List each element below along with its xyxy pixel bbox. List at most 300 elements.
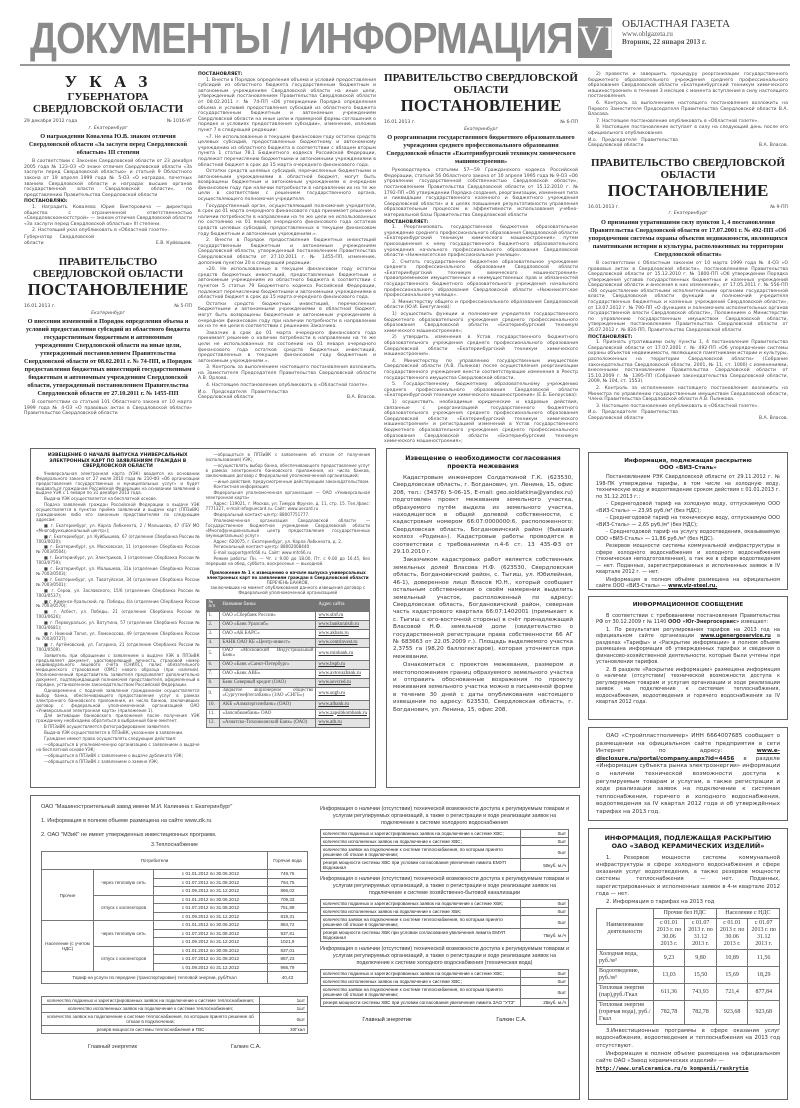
hot-water-tariff: 749,76 [267, 870, 307, 879]
paragraph: 4. Настоящее постановление опубликовать в «Областной газете». [206, 383, 369, 389]
request-label: количество поданных и зарегистрированных заявок на подключение к системе ХБК; [320, 900, 520, 908]
paragraph: 2. Внести в Порядок предоставления бюджетных инвестиций государственным бюджетным и автономным учреждениям Свердловской области, утвержденный постановлением Правительства Свердловской области от 27.10.2011 г. № 1455-ПП, изменение, дополнив пунктом 20 в следующей редакции: [198, 238, 376, 266]
banks-table [206, 599, 371, 728]
period: с 01.07.2012 по 31.08.2012 [154, 955, 268, 964]
post5-date: 16.01.2013 г. [24, 304, 56, 310]
ukaz-number: № 1016-УГ [166, 119, 192, 124]
ugen-site-link[interactable]: www.ugenergoservice.ru [700, 633, 771, 639]
paragraph: Информация в полном объёме размещена на официальном сайте ООО «ВИЗ-Сталь» — [596, 576, 780, 589]
paragraph: ■ г. Артёмовский, ул. Гагарина, 21 (отделение Сбербанка России № 7003/0509). [36, 641, 200, 652]
post9-title: О признании утратившими силу пунктов 1, 4 постановления Правительства Свердловской области от 17.07.2001 г. № 492-ПП «Об упорядочении системы охраны объектов недвижимости, являющихся памятниками истории и культуры, расположенных на территории Свердловской области» [588, 218, 788, 258]
table-row [206, 648, 370, 661]
bank-cell: БАНК ОАО КБ «Центр-инвест» [220, 639, 316, 648]
paragraph: 8. Настоящее постановление вступает в силу на следующий день после его официального опубликования. [588, 125, 788, 136]
table-row [597, 967, 780, 984]
hot-water-tariff: 837,01 [267, 946, 307, 955]
land-survey-notice [386, 448, 580, 788]
bank-site [316, 710, 370, 719]
bank-site [316, 661, 370, 670]
post6-number: № 6-ПП [560, 120, 578, 125]
paragraph: в разделе «Информация субъекта рынка электроэнергии» информации о наличии технической возможности доступа к регулируемым товарам и услугам, а также регистрации и ходе реализации заявок на подключение к системам теплоснабжения, горячего и холодного водоснабжения, водоотведения за IV квартал 2012 года и об утверждённых тарифах на 2013 год. [596, 755, 780, 815]
paragraph: В ППЗиВК осуществляется фотографирование заявителя. [44, 724, 171, 730]
period: с 01.09.2012 по 31.12.2012 [154, 963, 268, 972]
paragraph: ■ г. Екатеринбург, ул. Куйбышева, 67 (отделение Сбербанка России № 7003/0020); [36, 533, 200, 544]
tariff-value: 9,80 [685, 950, 717, 967]
sign-name: Галкин С.А. [230, 1044, 262, 1050]
paragraph: ■ г. Серов, ул. Заславского, 15/б (отделение Сбербанка России № 7003/0537); [36, 587, 200, 598]
water-blocks [320, 802, 569, 1050]
request-value: 0шт [521, 908, 569, 916]
table-row [597, 950, 780, 967]
request-label: количество заявок на подключение к системе теплоснабжения, по которым принято решение об отказе в подключении; [42, 1013, 260, 1026]
table-row [42, 997, 308, 1005]
section-title: ДОКУМЕНТЫ / ИНФОРМАЦИЯ [30, 14, 573, 63]
hot-water-tariff: 937,81 [267, 929, 307, 938]
bank-cell: 5. [206, 648, 220, 661]
bank-cell: ОАО «Банк АВБ» [220, 670, 316, 679]
period-header: с 01.01 2013 г. по 30.06 2013 г. [716, 919, 748, 950]
bank-cell: ОАО «Сбербанк России» [220, 612, 316, 621]
ukaz-date: 29 декабря 2012 года [24, 119, 78, 124]
ceramics-notice [588, 828, 788, 1100]
bank-site-link[interactable]: www.centrinvest.ru [318, 639, 358, 645]
supply-type: отпуск с коллекторов [94, 895, 154, 921]
table-row [42, 1013, 308, 1026]
period-header: с 01.07 2013 г. по 31.12 2013 г. [748, 919, 780, 950]
column-header: Горячая вода [267, 852, 307, 870]
tariff-value: 10,89 [716, 950, 748, 967]
post6-city: Екатеринбург [464, 126, 498, 132]
paragraph: - Среднегодовой тариф на техническую воду, отпускаемую ООО «ВИЗ-Сталь» — 2,65 руб./м³ (без НДС); [596, 515, 780, 528]
ukaz-heading: У К А З [64, 72, 152, 91]
request-value: 30Гкал [259, 1026, 307, 1034]
bank-site-link[interactable]: www.sevcred.ru [318, 679, 351, 685]
request-label: количество исполненных заявок на подключение к системе теплоснабжения; [42, 1005, 260, 1013]
table-row [320, 908, 568, 916]
activity-name: Водоотведение, руб./м³ [597, 967, 654, 984]
request-label: резерв мощности системы ХВС при условии согласования увеличения лимита ЗАО "УТЗ" [320, 999, 520, 1007]
paragraph: 1) осуществить функции и полномочия учредителя государственного бюджетного образовательного учреждения среднего профессионального образования Свердловской области «Екатеринбургский техникум химического машиностроения»; [384, 312, 578, 334]
post6-date: 16.01.2013 г. [384, 120, 416, 125]
water-requests-table [320, 829, 569, 872]
table-row [206, 661, 370, 670]
paragraph: Ознакомиться с проектом межевания, размером и местоположением границ образуемого земельного участка и отправить обоснованные возражения по проекту межевания земельного участка можно в письменной форме в течение 30 дней с даты опубликования настоящего извещения по адресу: 623530, Свердловская область, г. Богданович, ул. Ленина, 15, офис 208. [393, 662, 573, 713]
post6-decree: ПОСТАНОВЛЯЕТ: [384, 219, 429, 225]
paragraph: ■ г. Каменск-Уральский, пр. Победы, 4/а (отделение Сбербанка России № 7003/0570); [36, 598, 200, 609]
bank-site-link[interactable]: www.zapsibkombank.ru [318, 710, 367, 716]
request-value: 0шт [521, 916, 569, 929]
request-label: количество исполненных заявок на подключение к системе ХВС; [320, 978, 520, 986]
table-row [320, 970, 568, 978]
bank-site-link[interactable]: www.bankuralsib.ru [318, 621, 359, 627]
ceramics-site-link[interactable]: http://www.uralceramica.ru/o_kompanii/raskrytie [596, 1066, 749, 1073]
heat-tariff-table [41, 851, 308, 984]
consumer-group: Прочие [42, 870, 94, 921]
bank-site [316, 621, 370, 630]
request-label: количество поданных и зарегистрированных заявок на подключение к системе ХВС; [320, 970, 520, 978]
bank-cell: 4. [206, 639, 220, 648]
bank-cell: 3. [206, 630, 220, 639]
ugenergo-notice [588, 596, 788, 720]
paragraph: 7. Настоящее постановление опубликовать в «Областной газете». [596, 118, 759, 124]
paragraph: Региональный контакт-центр: 88002008440 [213, 544, 310, 550]
paragraph: 3. Контроль за выполнением настоящего постановления возложить на Заместителя Председателя Правительства Свердловской области А.В. Орлова. [198, 365, 376, 382]
table-row [206, 719, 370, 728]
paragraph: 3.Инвестиционные программы в сфере оказания услуг водоснабжения, водоотведения и теплоснабжения на 2013 год отсутствуют. [596, 1028, 780, 1049]
request-label: количество исполненных заявок на подключение к системе ХБК; [320, 908, 520, 916]
table-row [320, 846, 568, 859]
post9-number: № 9-ПП [770, 204, 788, 210]
column-header: Потребители [42, 852, 268, 870]
ukaz-item: 1. Наградить Ковалева Юрия Викторовича — директора общества с ограниченной ответственностью «Свердловскоеностстрой» — знаком отличия Свердловской области «За заслуги перед Свердловской областью» III степени. [24, 204, 192, 227]
bank-site-link[interactable]: www.albank.ru [318, 701, 349, 707]
uek-right-text [206, 453, 371, 567]
bank-cell: Банк Северный кредит (ОАО) [220, 679, 316, 688]
paragraph: Федеральная уполномоченная организация — ОАО «Универсальная электронная карта» [205, 490, 370, 501]
company-name: ООО «Юг-Энергосервис» [668, 619, 740, 625]
table-row [320, 830, 568, 838]
paragraph: —иные действия, предусмотренные действующим законодательством. [213, 478, 370, 484]
paragraph: Постановлением РЭК Свердловской области от 29.11.2012 г. № 198-ПК утверждены тарифы, в том числе на холодную воду, техническую воду и водоотведение сроком действия с 01.01.2013 г. по 31.12.2013 г.: [596, 474, 780, 500]
bank-site [316, 701, 370, 710]
tariff-value: 11,56 [748, 950, 780, 967]
paragraph: Адрес: 620075, г. Екатеринбург, ул. Карла Либкнехта, д. 2. [213, 538, 343, 544]
paragraph: 4. Министерству по управлению государственным имуществом Свердловской области (А.В. Пьянков) после осуществления реорганизации государственного учреждения внести соответствующие изменения в Реестр государственного имущества Свердловской области. [384, 358, 578, 381]
bank-cell: 12. [206, 719, 220, 728]
request-value: 1шт [259, 1005, 307, 1013]
table-row [206, 630, 370, 639]
paragraph: ■ г. Первоуральск, ул. Ватутина, 57 (отделение Сбербанка России № 7003/0681); [36, 620, 200, 631]
issue-date: Вторник, 22 января 2013 г. [622, 38, 707, 46]
request-value: 0шт [521, 986, 569, 999]
paragraph: Режим работы: Пн. — Чт. с 9.00 до 18.00, Пт. с 9.00 до 16.45, без перерыва на обед, суббота, воскресенье — выходной. [205, 556, 370, 567]
ukaz-decree: ПОСТАНОВЛЯЮ: [24, 199, 68, 205]
post5-type: ПОСТАНОВЛЕНИЕ [27, 280, 189, 300]
paragraph: 2) провести и завершить процедуру реорганизации государственного бюджетного образовательного учреждения среднего профессионального образования Свердловской области «Екатеринбургский техникум химического машиностроения» в течение 3 месяцев с момента вступления в силу настоящего постановления. [588, 72, 788, 100]
paper-name: ОБЛАСТНАЯ ГАЗЕТА [622, 18, 731, 30]
table-row [597, 984, 780, 1001]
tariff-value: 923,68 [716, 1001, 748, 1025]
paragraph: —обращаться в уполномоченную организацию с заявлением о выдаче на бесплатной основе УЭК; [36, 742, 200, 752]
bank-site-link[interactable]: www.sbrf.ru [318, 612, 344, 618]
ukaz-article [24, 72, 192, 418]
bank-cell: 2. [206, 621, 220, 630]
paragraph: 2. Контроль за исполнением настоящего постановления возложить на Министра по управлению государственным имуществом Свердловской области, Члена Правительства Свердловской области А.В. Пьянкова. [588, 385, 788, 403]
supply-type: отпуск с коллекторов [94, 946, 154, 972]
bank-site [316, 630, 370, 639]
page-number: VI [578, 18, 616, 58]
paragraph: 6. Контроль за выполнением настоящего постановления возложить на Первого Заместителя Председателя Правительства Свердловской области В.А. Власова. [588, 100, 788, 118]
supply-type: через тепловую сеть [94, 921, 154, 947]
bank-cell: ОАО «Банк Уралсиб» [220, 621, 316, 630]
bank-site [316, 612, 370, 621]
paragraph: E-mail:support@mfc66.ru. Сайт: www.mfc66.ru [213, 550, 312, 556]
hot-water-tariff: 966,79 [267, 963, 307, 972]
tariff-value: 923,68 [748, 1001, 780, 1025]
column-header: Наименование деятельности [597, 909, 654, 950]
hot-water-tariff: 866,02 [267, 887, 307, 896]
hot-water-tariff: 884,72 [267, 921, 307, 930]
paragraph: ОАО «Стройпластполимер» ИНН 6664007685 сообщает о размещении на официальном сайте предприятия в сети Интернет по адресу: [596, 733, 780, 755]
bank-site-link[interactable]: www.avtovazbank.ru [318, 670, 361, 676]
mzik-item: 2. ОАО "МЗиК" не имеет утвержденных инвестиционных программ. [41, 832, 217, 838]
paragraph: Адрес: 119021, г. Москва, ул. Тимура Фрунзе, д. 11, стр. 15. Тел./факс: 7771327, e-mail:info@uecard.ru. Сайт: www.uecard.ru [205, 501, 370, 512]
request-value: 0шт [521, 900, 569, 908]
bank-site-link[interactable]: www.bspb.ru [318, 661, 346, 667]
paragraph: Заказчик в срок до 01 марта очередного финансового года принимает решение о наличии потребности в направлении на те же цели не использованных по состоянию на 01 января очередного финансового года остатков средств бюджетных инвестиций, предоставленных в текущем финансовом году бюджетным и автономным учреждениям.». [198, 330, 376, 364]
post5-sign-name: В.А. Власов. [346, 395, 376, 401]
paragraph: Резервов мощности системы коммунальной инфраструктуры в сфере холодного водоснабжения и холодного водоснабжения (техническая неподготовленная), а так же в сфере водоотведения — нет. Поданных, зарегистрированных и исполненных заявок в IV квартале 2012 г. — нет. [596, 543, 780, 575]
ukaz-title: О награждении Ковалева Ю.В. знаком отличия Свердловской области «За заслуги перед Свердловской областью» III степени [28, 133, 188, 157]
bank-cell: 1. [206, 612, 220, 621]
bank-site-link[interactable]: www.minbank.ru [318, 650, 354, 656]
bank-site [316, 679, 370, 688]
request-value: 0шт [521, 838, 569, 846]
heat-requests-table [41, 996, 308, 1034]
bank-cell: 11. [206, 710, 220, 719]
bank-cell: 6. [206, 661, 220, 670]
period: с 01.09.2012 по 31.12.2012 [154, 938, 268, 947]
viz-title: Информация, подлежащая раскрытию [624, 458, 752, 464]
table-row [206, 688, 370, 701]
column-header: № п/п [206, 599, 220, 612]
tariff-value: 877,84 [748, 984, 780, 1001]
post9-sign-name: В.А. Власов. [758, 415, 788, 421]
post6-type: ПОСТАНОВЛЕНИЕ [400, 96, 562, 115]
bank-cell: 7. [206, 670, 220, 679]
activity-name: Холодная вода, руб./м³ [597, 950, 654, 967]
uek-title: ИЗВЕЩЕНИЕ О НАЧАЛЕ ВЫПУСКА УНИВЕРСАЛЬНЫХ ЭЛЕКТРОННЫХ КАРТ ПО ЗАЯВЛЕНИЯМ ГРАЖДАН В СВЕРДЛОВСКОЙ ОБЛАСТИ [47, 453, 188, 470]
post9-decree: ПОСТАНОВЛЯЕТ: [588, 334, 633, 340]
viz-company: ООО «ВИЗ-Сталь» [659, 464, 717, 471]
post9-sign-role: И.о. Председателя Правительства Свердловской области [588, 410, 678, 421]
request-label: количество заявок на подключение к системе теплоснабжения, по которым принято решение об отказе в подключении; [320, 916, 520, 929]
post9-city: г. Екатеринбург [668, 211, 708, 217]
paragraph: ■ г. Нижний Тагил, ул. Ломоносова, 49 (отделение Сбербанка России № 7003/0727); [36, 630, 200, 641]
land-notice-title: Извещение о необходимости согласования проекта межевания [405, 455, 561, 470]
paper-site: www.oblgazeta.ru [622, 30, 673, 38]
request-label: резерв мощности системы ХВС при условии согласования увеличения лимита ЕМУП Водоканал [320, 859, 520, 872]
paragraph: 3. Министерству общего и профессионального образования Свердловской области (Ю.И. Биктуганов): [384, 299, 578, 311]
table-row [597, 1001, 780, 1025]
tariff-value: 15,50 [685, 967, 717, 984]
paragraph: ■ г. Екатеринбург, ул. Таватуйская, 34 (отделение Сбербанка России № 7003/0501); [36, 576, 200, 587]
request-value: 0шт [521, 830, 569, 838]
post9-type: ПОСТАНОВЛЕНИЕ [607, 180, 769, 200]
tariff-value: 13,03 [653, 967, 685, 984]
bank-site [316, 670, 370, 679]
bank-cell: «Запсибкомбанк» ОАО [220, 710, 316, 719]
request-label: количество заявок на подключение к системе теплоснабжения, по которым принято решение об отказе в подключении; [320, 846, 520, 859]
paragraph: 3. Настоящее постановление опубликовать в «Областной газете». [596, 403, 759, 409]
period: с 01.01.2012 по 30.06.2012 [154, 921, 268, 930]
tariff-value: 782,78 [653, 1001, 685, 1025]
tariff-value: 782,78 [685, 1001, 717, 1025]
post9-date: 16.01.2013 г. [588, 204, 620, 210]
annex-title: Приложение № 1 к извещению о начале выпуска универсальных электронных карт по заявлениям граждан в Свердловской области [206, 570, 369, 580]
request-label: количество исполненных заявок на подключение к системе ХВС; [320, 838, 520, 846]
paragraph: Выдача УЭК осуществляется на бесплатной основе. [44, 496, 158, 502]
ukaz-sign-role: Губернатор Свердловской области [24, 234, 94, 246]
paragraph: 1. Внести в Порядок определения объема и условий предоставления субсидий из областного бюджета государственным бюджетным и автономным учреждениям Свердловской области на иные цели, утвержденный постановлением Правительства Свердловской области от 08.02.2011 г. № 74-ПП «Об утверждении Порядка определения объема и условий предоставления субсидий из областного бюджета государственным бюджетным и автономным учреждениям Свердловской области на иные цели и примерной формы соглашения о порядке и условиях предоставления субсидии», изменение, изложив пункт 7 в следующей редакции: [198, 77, 376, 133]
bank-site-link[interactable]: www.sngb.ru [318, 690, 346, 696]
table-row [206, 612, 370, 621]
table-row [320, 916, 568, 929]
request-label: резерв мощности системы ХБК при условии согласования увеличения лимита ЕМУП Водоканал [320, 929, 520, 942]
ukaz-subheading: ГУБЕРНАТОРА СВЕРДЛОВСКОЙ ОБЛАСТИ [32, 91, 184, 115]
paragraph: «7. Не использованные в текущем финансовом году остатки средств целевых субсидий, предоставленных бюджетному и автономному учреждению из областного бюджета в соответствии с абзацем вторым пункта 1 статьи 78.1 Бюджетного кодекса Российской Федерации, подлежат перечислению бюджетными и автономными учреждениями в областной бюджет в срок до 15 марта очередного финансового года. [198, 134, 376, 168]
tariff-value: 743,93 [685, 984, 717, 1001]
period: с 01.01.2012 по 30.06.2012 [154, 870, 268, 879]
table-row [206, 710, 370, 719]
request-label: резерв мощности системы теплоснабжения и ГВС [42, 1026, 260, 1034]
paragraph: 1. Признать утратившими силу пункты 1, 4 постановления Правительства Свердловской области от 17.07.2001 г. № 492-ПП «Об упорядочении системы охраны объектов недвижимости, являющихся памятниками истории и культуры, расположенных на территории Свердловской области» (Собрание законодательства Свердловской области, 2001, № 11, ст. 1000) с изменениями, внесенными постановлением Правительства Свердловской области от 15.10.2009 г. № 1395-ПП (Собрание законодательства Свердловской области, 2009, № 104, ст. 1553). [588, 340, 788, 385]
post6-title: О реорганизации государственного бюджетного образовательного учреждения среднего профессионального образования Свердловской области «Екатеринбургский техникум химического машиностроения» [386, 134, 576, 166]
post6-sign-role: И.о. Председателя Правительства Свердловской области [588, 137, 678, 149]
uek-left-text [36, 472, 200, 765]
paragraph: —осуществлять выбор банка, обеспечивающего предоставление услуг в рамках электронного банковского приложения, из числа банков, заключивших договор с Федеральной уполномоченной организацией; [205, 462, 370, 478]
post5-number: № 5-ПП [174, 304, 192, 310]
bank-site [316, 719, 370, 728]
paragraph: Заказчиком кадастровых работ является собственник земельных долей Власова Н.Ф. (623530, Свердловская область, Богдановичский район, с. Тыгиш, ул. Юбилейная, 46-1), доверенное лицо Власов Ю.Н., который сообщает остальным собственникам о своём намерении выделить земельный участок, расположенный по адресу: Свердловская область, Богдановичский район, северная часть кадастрового квартала 66:07:1402001 (примыкает к с. Тыгиш с юго-восточной стороны) в счёт принадлежащей Власовой Н.Ф. земельной доли (свидетельство о государственной регистрации права собственности 66 АГ № 683663 от 22.05.2009 г.). Площадь выделяемого участка 2,3755 га (98,20 баллогектаров), которая уточняется при межевании. [393, 557, 573, 660]
stroyplast-notice [588, 727, 788, 821]
water-block-title: Информация о наличии (отсутствии) технической возможности доступа к регулируемым товарам и услугам регулируемых организаций, а также о регистрации и ходе реализации заявок на подключение к системе холодного водоснабжения [319, 806, 569, 826]
paragraph: 1. По результатам регулирования тарифов на 2013 год на официальном сайте организации [596, 626, 780, 639]
paragraph: Одновременно с подачей заявления гражданином осуществляется выбор банка, обеспечивающего предоставление услуг в рамках электронного банковского приложения, из числа банков, заключивших договор с федеральной уполномоченной организацией ОАО «Универсальная электронная карта» (приложение 1). [36, 687, 200, 713]
post5-city: Екатеринбург [91, 310, 125, 316]
paragraph: 1) осуществить необходимые юридические и кадровые действия, связанные с реорганизацией государственного бюджетного образовательного учреждения среднего профессионального образования Свердловской области «Екатеринбургский техникум химического машиностроения» и регистрацией изменений в Устав государственного бюджетного образовательного учреждения среднего профессионального образования Свердловской области «Екатеринбургский техникум химического машиностроения»; [384, 399, 578, 445]
bank-cell: ОАО «Банк «Санкт-Петербург» [220, 661, 316, 670]
request-label: количество поданных и зарегистрированных заявок на подключение к системе ХВС; [320, 830, 520, 838]
column-header: Название банка [220, 599, 316, 612]
period: с 01.09.2012 по 31.12.2012 [154, 912, 268, 921]
activity-name: Тепловая энергия (горячая вода), руб./Гкал [597, 1001, 654, 1025]
paragraph: - Среднегодовой тариф на холодную воду, отпускаемую ООО «ВИЗ-Сталь» — 23,95 руб./м³ (без НДС); [596, 501, 780, 514]
post9-heading: ПРАВИТЕЛЬСТВО СВЕРДЛОВСКОЙ ОБЛАСТИ [591, 156, 785, 181]
paragraph: Остатки средств целевых субсидий, перечисленные бюджетными и автономными учреждениями в областной бюджет, могут быть возвращены бюджетным и автономным учреждениям в очередном финансовом году при наличии потребности в направлении их на те же цели в соответствии с решением государственного органа, осуществляющего полномочия учредителя. [198, 169, 376, 203]
water-block-title: Информация о наличии (отсутствии) технической возможности доступа к регулируемым товарам и услугам регулируемых организаций, а также о регистрации и ходе реализации заявок на подключение к системе хозяйственно-бытовой канализации [319, 876, 569, 896]
post6-article [384, 72, 578, 446]
table-row [320, 978, 568, 986]
supply-type: через тепловую сеть [94, 870, 154, 896]
table-row [320, 999, 568, 1007]
hot-water-tariff: 887,23 [267, 955, 307, 964]
paragraph: ■ г. Екатеринбург, ул. Малышева, 31в (отделение Сбербанка России № 7003/0503); [36, 566, 200, 576]
bank-cell: 10. [206, 701, 220, 710]
paragraph: 2. В разделе «Раскрытие информации» размещена информация о наличии (отсутствии) технической возможности доступа к регулируемым товарам и услугам организации и ходе реализации заявок на подключение к системам теплоснабжения, водоснабжения, водоотведения и горячего водоснабжения за IV квартал 2012 года. [596, 666, 780, 705]
table-row [206, 701, 370, 710]
tariff-value: 611,36 [653, 984, 685, 1001]
table-row [206, 670, 370, 679]
post5-decree: ПОСТАНОВЛЯЕТ: [198, 72, 243, 77]
paragraph: —обращаться в ППЗиВК с заявлением об отказе от получения (использования) УЭК; [205, 452, 370, 462]
table-row [42, 1005, 308, 1013]
paragraph: —обращаться в ППЗиВК с заявлением о выдаче дубликата УЭК; [44, 752, 183, 758]
annex-subtitle: ПЕРЕЧЕНЬ БАНКОВ, [266, 579, 309, 585]
paragraph: 5. Государственному бюджетному образовательному учреждению среднего профессионального образования Свердловской области «Екатеринбургский техникум химического машиностроения» (Е.Б. Белоусова): [384, 382, 578, 399]
paragraph: В соответствии с Областным законом от 10 марта 1999 года № 4-ОЗ «О правовых актах в Свердловской области», постановлениями Правительства Свердловской области от 15.12.2010 г. № 1800-ПП «Об утверждении Порядка утверждения уставов государственных бюджетных и казенных учреждений Свердловской области и внесения в них изменений», от 17.05.2011 г. № 556-ПП «Об осуществлении областными исполнительными органами государственной власти Свердловской области функций и полномочий учредителя государственных бюджетных и казенных учреждений Свердловской области», от 13.07.2012 г. № 790-ПП «О функциях и полномочиях исполнительных органов государственной власти Свердловской области», Положением о Министерстве по управлению государственным имуществом Свердловской области, утвержденным постановлением Правительства Свердловской области от 26.07.2012 г. № 824-ПП, Правительство Свердловской области [588, 260, 788, 334]
table-row [320, 900, 568, 908]
bank-site-link[interactable]: www.akbars.ru [318, 630, 349, 636]
table-row [206, 621, 370, 630]
period: с 01.01.2012 по 30.06.2012 [154, 895, 268, 904]
request-label: количество поданных и зарегистрированных заявок на подключение к системе теплоснабжения; [42, 997, 260, 1005]
bank-cell: Закрытое акционерное общество «Сургутнефтегазбанк» (ЗАО «СНГБ») [220, 688, 316, 701]
bank-cell: ОАО «Московский Индустриальный Банк» [220, 648, 316, 661]
post5-intro: В соответствии со статьей 101 Областного закона от 10 марта 1999 года № 4-ОЗ «О правовых актах в Свердловской области» Правительство Свердловской области [24, 400, 192, 417]
request-value: 0шт [259, 1013, 307, 1026]
table-row [320, 859, 568, 872]
hot-water-tariff: 709,33 [267, 895, 307, 904]
table-row [320, 986, 568, 999]
paragraph: 1. Реорганизовать государственное бюджетное образовательное учреждение среднего профессионального образования Свердловской области «Екатеринбургский техникум химического машиностроения» путем присоединения к нему государственного бюджетного образовательного учреждения начального профессионального образования Свердловской области «Нижнеисетское профессиональное училище». [384, 225, 578, 259]
post6-heading: ПРАВИТЕЛЬСТВО СВЕРДЛОВСКОЙ ОБЛАСТИ [384, 72, 578, 96]
period: с 01.01.2012 по 30.06.2012 [154, 946, 268, 955]
paragraph: - Среднегодовой тариф на услугу водоотведения, оказываемую ООО «ВИЗ-Сталь» — 11,86 руб./м³ (без НДС). [596, 529, 780, 542]
request-value: 50куб. м./ч [521, 859, 569, 872]
hot-water-tariff: 819,31 [267, 912, 307, 921]
sign-line [320, 1017, 569, 1023]
sign-role: Главный энергетик [362, 1017, 412, 1023]
hot-water-tariff: 794,75 [267, 878, 307, 887]
paragraph: Заявитель при обращении с заявлением о выдаче УЭК в ППЗиВК предъявляет документ, удостоверяющий личность, страховой номер индивидуального лицевого счёта (СНИЛС), полис обязательного медицинского страхования (ОМС) нового образца (при наличии). Уполномоченный представитель заявителя предъявляет дополнительно документ, подтверждающий полномочия представителя, оформленный в порядке, установленном законодательством Российской Федерации. [36, 652, 200, 688]
activity-name: Тепловая энергия (пар),руб./Гкал [597, 984, 654, 1001]
table-row [206, 639, 370, 648]
paragraph: Руководствуясь статьями 57—59 Гражданского кодекса Российской Федерации, статьей 56 Областного закона от 10 апреля 1995 года № 9-ОЗ «Об управлении государственной собственностью Свердловской области», постановлением Правительства Свердловской области от 15.12.2010 г. № 1792-ПП «Об утверждении Порядка создания, реорганизации, изменения типа и ликвидации государственного казенного и бюджетного учреждения Свердловской области» и в целях повышения результативности управления образовательным процессом и эффективности использования учебно-материальной базы Правительство Свердловской области [384, 168, 578, 218]
ukaz-city: г. Екатеринбург [88, 125, 128, 131]
post5-sign-role: И.о. Председателя Правительства Свердловской области [198, 389, 288, 401]
table-row [42, 1026, 308, 1034]
paragraph: Информация в полном объеме размещена на официальном сайте ОАО «Завод керамических изделий» — [596, 1050, 780, 1065]
request-label: количество заявок на подключение к системе теплоснабжения, по которым принято решение об отказе в подключении; [320, 986, 520, 999]
transport-value: 40,43 [267, 972, 307, 984]
ukaz-sign-name: Е.В. Куйвашев. [155, 240, 192, 246]
paragraph: ■ г. Екатеринбург, ул. Карла Либкнехта, 2 / Малышева, 47 (ГБУ МО «Многофункциональный центр»); [36, 522, 200, 533]
paragraph: 1. Резервов мощности системы коммунальной инфраструктуры в сфере холодного водоснабжения и сфере оказания услуг водоотведения, а также резервов мощности системы теплоснабжения — нет. Поданных, зарегистрированных и исполненных заявок в 4-м квартале 2012 года — нет. [596, 854, 780, 897]
table-row [320, 929, 568, 942]
period-header: с 01.07 2013 г. по 31.12 2013 г. [685, 919, 717, 950]
paper-info [622, 18, 730, 46]
post6-sign-name: В.А. Власов. [758, 143, 788, 149]
column-header: Адрес сайта [316, 599, 370, 612]
ukaz-item: 2. Настоящий указ опубликовать в «Областной газете». [32, 228, 170, 234]
paragraph: ■ г. Екатеринбург, ул. Московская, 11 (отделение Сбербанка России № 7003/0504); [36, 544, 200, 555]
viz-site-link[interactable]: www.viz-steel.ru. [668, 583, 718, 589]
request-value: 0шт [521, 846, 569, 859]
period: с 01.07.2012 по 31.08.2012 [154, 878, 268, 887]
column-header: Население с НДС [716, 909, 779, 919]
bank-cell: 8. [206, 679, 220, 688]
paragraph: 2) утвердить изменения в Устав государственного бюджетного образовательного учреждения среднего профессионального образования Свердловской области «Екатеринбургский техникум химического машиностроения». [384, 335, 578, 358]
water-requests-table [320, 969, 569, 1007]
post5-title: О внесении изменений в Порядок определения объема и условий предоставления субсидий из областного бюджета государственным бюджетным и автономным учреждениям Свердловской области на иные цели, утвержденный постановлением Правительства Свердловской области от 08.02.2011 г. № 74-ПП, и Порядок предоставления бюджетных инвестиций государственным бюджетным и автономным учреждениям Свердловской области, утвержденный постановлением Правительства Свердловской области от 27.10.2011 г. № 1455-ПП [24, 318, 192, 398]
uek-notice [30, 448, 376, 788]
request-value: 25куб. м./ч [521, 999, 569, 1007]
bank-site-link[interactable]: www.atb.ru [318, 719, 342, 725]
water-requests-table [320, 899, 569, 942]
request-value: 0шт [521, 978, 569, 986]
table-row [320, 838, 568, 846]
consumer-group: Население (с учетом НДС) [42, 921, 94, 972]
bank-cell: АКБ «Алмазэргиэнбанк» (ОАО) [220, 701, 316, 710]
paragraph: Для активации банковского приложения после получения УЭК гражданину необходимо обратиться в выбранный банк-эмитент. [36, 713, 200, 724]
bank-site [316, 648, 370, 661]
heat-title: 3.Теплоснабжение [151, 842, 198, 848]
bank-cell: «Азиатско-Тихоокеанский Банк» (ОАО) [220, 719, 316, 728]
mzik-item: 1. Информация в полном объеме размещена на сайте www.zik.ru [41, 818, 212, 824]
stroy-site-link[interactable]: www.e-disclosure.ru/portal/company.aspx?id=4456 [596, 748, 780, 762]
paragraph: Граждане имеют право осуществлять следующие действия: [44, 736, 177, 742]
